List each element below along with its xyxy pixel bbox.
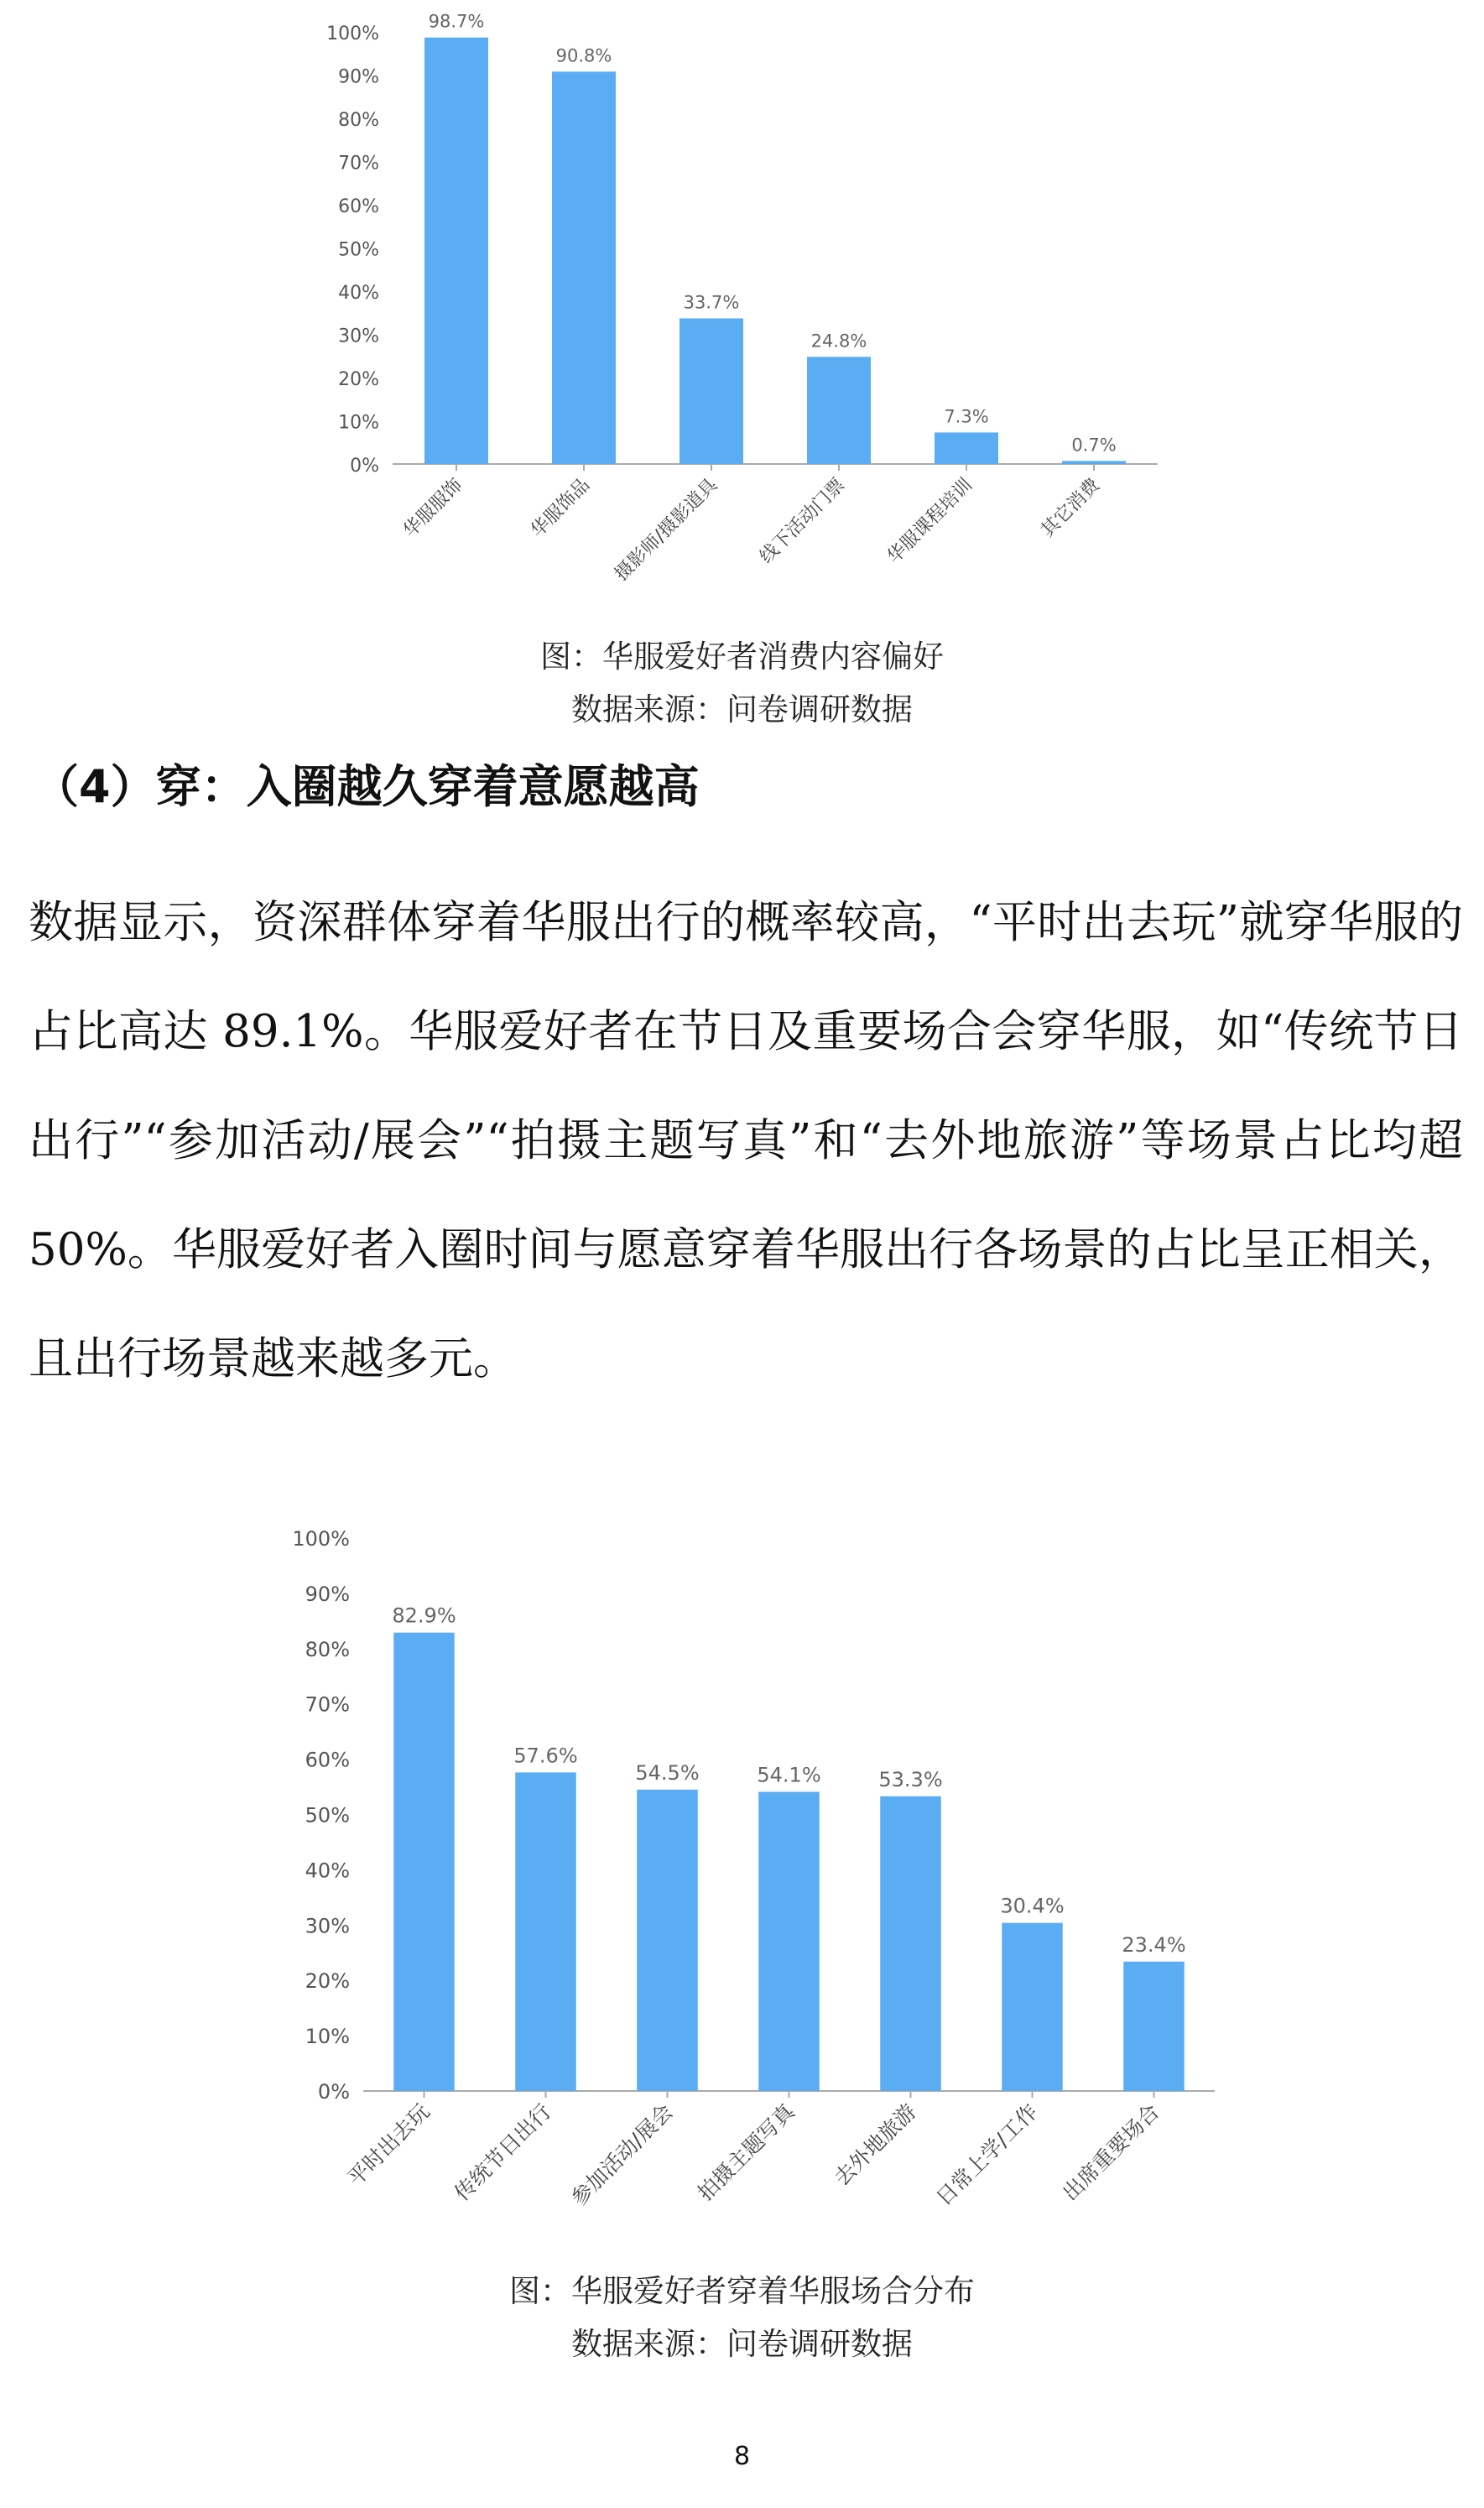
chart1-data-label: 33.7% <box>683 292 740 313</box>
chart1-ytick-label: 50% <box>338 239 379 261</box>
chart2-ytick-label: 10% <box>305 2025 350 2049</box>
figure1-source: 数据来源：问卷调研数据 <box>571 691 913 727</box>
chart2-ytick-label: 40% <box>305 1859 350 1883</box>
figure2-caption: 图：华服爱好者穿着华服场合分布 <box>509 2273 975 2309</box>
chart1-data-label: 0.7% <box>1071 435 1117 456</box>
chart1-bar <box>424 38 488 464</box>
chart2-data-label: 57.6% <box>513 1744 578 1768</box>
chart2-bar <box>515 1772 576 2091</box>
chart1-bar <box>1062 461 1126 464</box>
chart1-ytick-label: 60% <box>338 196 379 217</box>
chart2-category-label: 去外地旅游 <box>829 2099 921 2191</box>
chart1-bar <box>680 318 743 464</box>
wearing-occasion-chart <box>0 1510 1484 2266</box>
chart2-data-label: 23.4% <box>1122 1932 1186 1957</box>
chart1-data-label: 7.3% <box>944 406 989 427</box>
chart2-ytick-label: 100% <box>292 1527 350 1551</box>
chart1-data-label: 90.8% <box>555 45 612 66</box>
chart1-bar <box>935 432 998 464</box>
chart2-data-label: 82.9% <box>392 1603 456 1628</box>
chart2-bar <box>393 1633 455 2091</box>
chart2-category-label: 日常上学/工作 <box>931 2099 1043 2211</box>
chart1-ytick-label: 40% <box>338 283 379 304</box>
chart1-category-label: 其它消费 <box>1037 474 1105 542</box>
chart2-ytick-label: 0% <box>317 2080 350 2104</box>
chart1-ytick-label: 30% <box>338 326 379 347</box>
chart2-ytick-label: 60% <box>305 1748 350 1772</box>
chart1-ytick-label: 100% <box>326 23 379 44</box>
chart2-category-label: 拍摄主题写真 <box>693 2099 799 2206</box>
chart1-data-label: 24.8% <box>810 331 867 352</box>
chart2-ytick-label: 90% <box>305 1582 350 1606</box>
chart2-data-label: 30.4% <box>1000 1894 1065 1918</box>
chart1-data-label: 98.7% <box>428 11 485 32</box>
chart2-data-label: 53.3% <box>878 1767 943 1791</box>
chart2-ytick-label: 70% <box>305 1692 350 1717</box>
chart1-category-label: 摄影师/摄影道具 <box>611 474 722 586</box>
consumption-preference-chart <box>0 0 1484 587</box>
chart2-data-label: 54.1% <box>757 1763 821 1787</box>
wearing-occasion-svg <box>0 1510 1484 2266</box>
chart1-bar <box>552 71 616 464</box>
chart1-category-label: 华服课程培训 <box>883 474 977 568</box>
chart1-category-label: 华服服饰 <box>399 474 467 542</box>
chart1-ytick-label: 0% <box>350 456 379 477</box>
chart2-ytick-label: 20% <box>305 1969 350 1994</box>
chart2-bar <box>758 1791 820 2091</box>
chart1-ytick-label: 80% <box>338 110 379 131</box>
page-number: 8 <box>733 2442 751 2471</box>
chart2-ytick-label: 50% <box>305 1803 350 1828</box>
chart2-bar <box>880 1796 941 2091</box>
body-paragraph: 数据显示，资深群体穿着华服出行的概率较高，“平时出去玩”就穿华服的占比高达 89.1%。华服爱好者在节日及重要场合会穿华服，如“传统节日出行”“参加活动/展会”“拍摄主题写真”和“去外地旅游”等场景占比均超 50%。华服爱好者入圈时间与愿意穿着华服出行各场景的占比呈正相关，且出行场景越来越多元。 <box>29 897 1463 1384</box>
chart1-ytick-label: 20% <box>338 369 379 390</box>
chart1-category-label: 线下活动门票 <box>756 474 850 568</box>
chart1-ytick-label: 90% <box>338 66 379 88</box>
chart2-ytick-label: 30% <box>305 1914 350 1938</box>
chart2-bar <box>1002 1923 1063 2091</box>
section-heading: （4）穿：入圈越久穿着意愿越高 <box>34 760 700 813</box>
chart2-bar <box>637 1790 698 2091</box>
consumption-preference-svg <box>0 0 1484 587</box>
chart2-category-label: 出席重要场合 <box>1058 2099 1164 2206</box>
chart2-category-label: 参加活动/展会 <box>566 2099 678 2211</box>
chart2-ytick-label: 80% <box>305 1637 350 1661</box>
figure2-source: 数据来源：问卷调研数据 <box>571 2326 913 2362</box>
chart1-category-label: 华服饰品 <box>527 474 595 542</box>
chart1-ytick-label: 10% <box>338 412 379 434</box>
figure1-caption: 图：华服爱好者消费内容偏好 <box>540 639 944 675</box>
chart2-data-label: 54.5% <box>635 1760 700 1785</box>
chart2-category-label: 平时出去玩 <box>342 2099 435 2191</box>
chart2-category-label: 传统节日出行 <box>450 2099 556 2206</box>
chart1-bar <box>807 357 871 464</box>
chart1-ytick-label: 70% <box>338 153 379 175</box>
chart2-bar <box>1123 1962 1185 2091</box>
